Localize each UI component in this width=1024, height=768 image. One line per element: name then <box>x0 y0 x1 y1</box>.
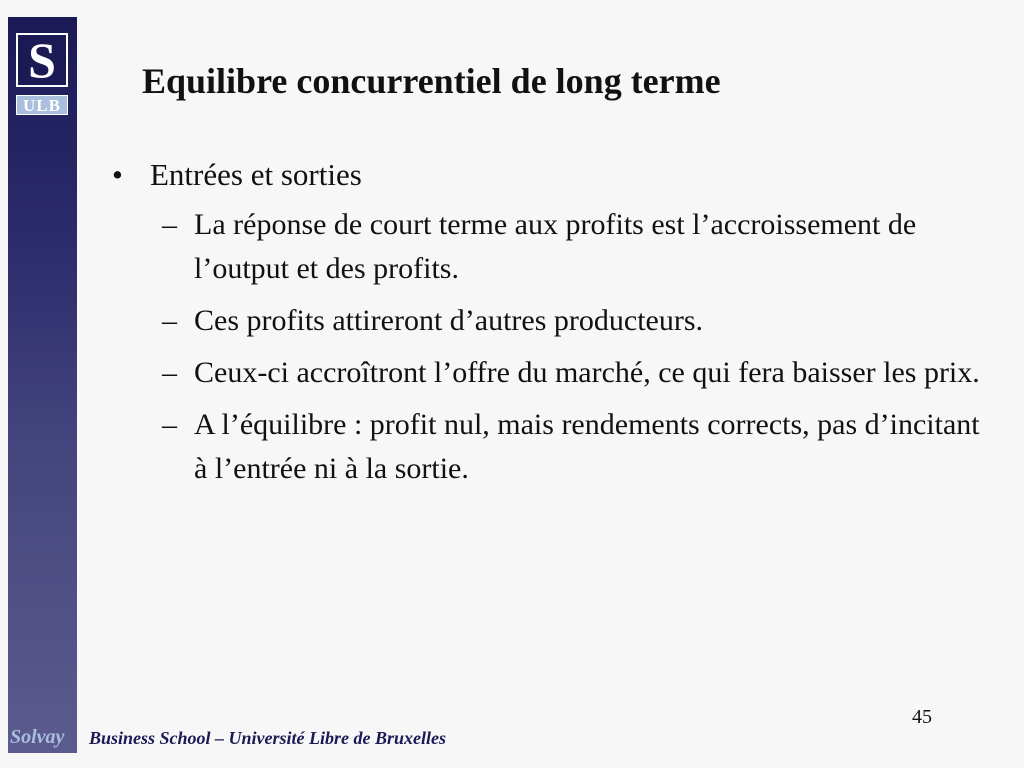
dash-marker: – <box>162 304 177 337</box>
sub-item <box>112 203 984 291</box>
logo-box <box>16 33 68 87</box>
ulb-logo <box>16 33 68 117</box>
sidebar-band <box>8 17 77 753</box>
slide-body <box>112 155 992 499</box>
sub-item-text: Ces profits attireront d’autres producteurs. <box>194 304 704 337</box>
footer-solvay: Solvay <box>10 726 65 748</box>
sub-item-text: La réponse de court terme aux profits est l’accroissement de l’output et des profits. <box>194 208 917 285</box>
sub-item-text: A l’équilibre : profit nul, mais rendements corrects, pas d’incitant à l’entrée ni à la sortie. <box>194 408 980 485</box>
footer-school-name: Business School – Université Libre de Bruxelles <box>89 728 447 748</box>
sub-item <box>112 299 984 343</box>
sub-item <box>112 351 984 395</box>
logo-ulb-badge: ULB <box>16 95 68 115</box>
dash-marker: – <box>162 356 177 389</box>
dash-marker: – <box>162 208 177 241</box>
page-number: 45 <box>912 706 932 728</box>
bullet-item <box>112 155 992 195</box>
sub-item-text: Ceux-ci accroîtront l’offre du marché, ce qui fera baisser les prix. <box>194 356 980 389</box>
sub-item <box>112 403 984 491</box>
bullet-text: Entrées et sorties <box>150 157 362 192</box>
bullet-marker: • <box>112 157 123 192</box>
dash-marker: – <box>162 408 177 441</box>
logo-letter: S <box>28 32 56 88</box>
slide-title: Equilibre concurrentiel de long terme <box>142 61 721 101</box>
